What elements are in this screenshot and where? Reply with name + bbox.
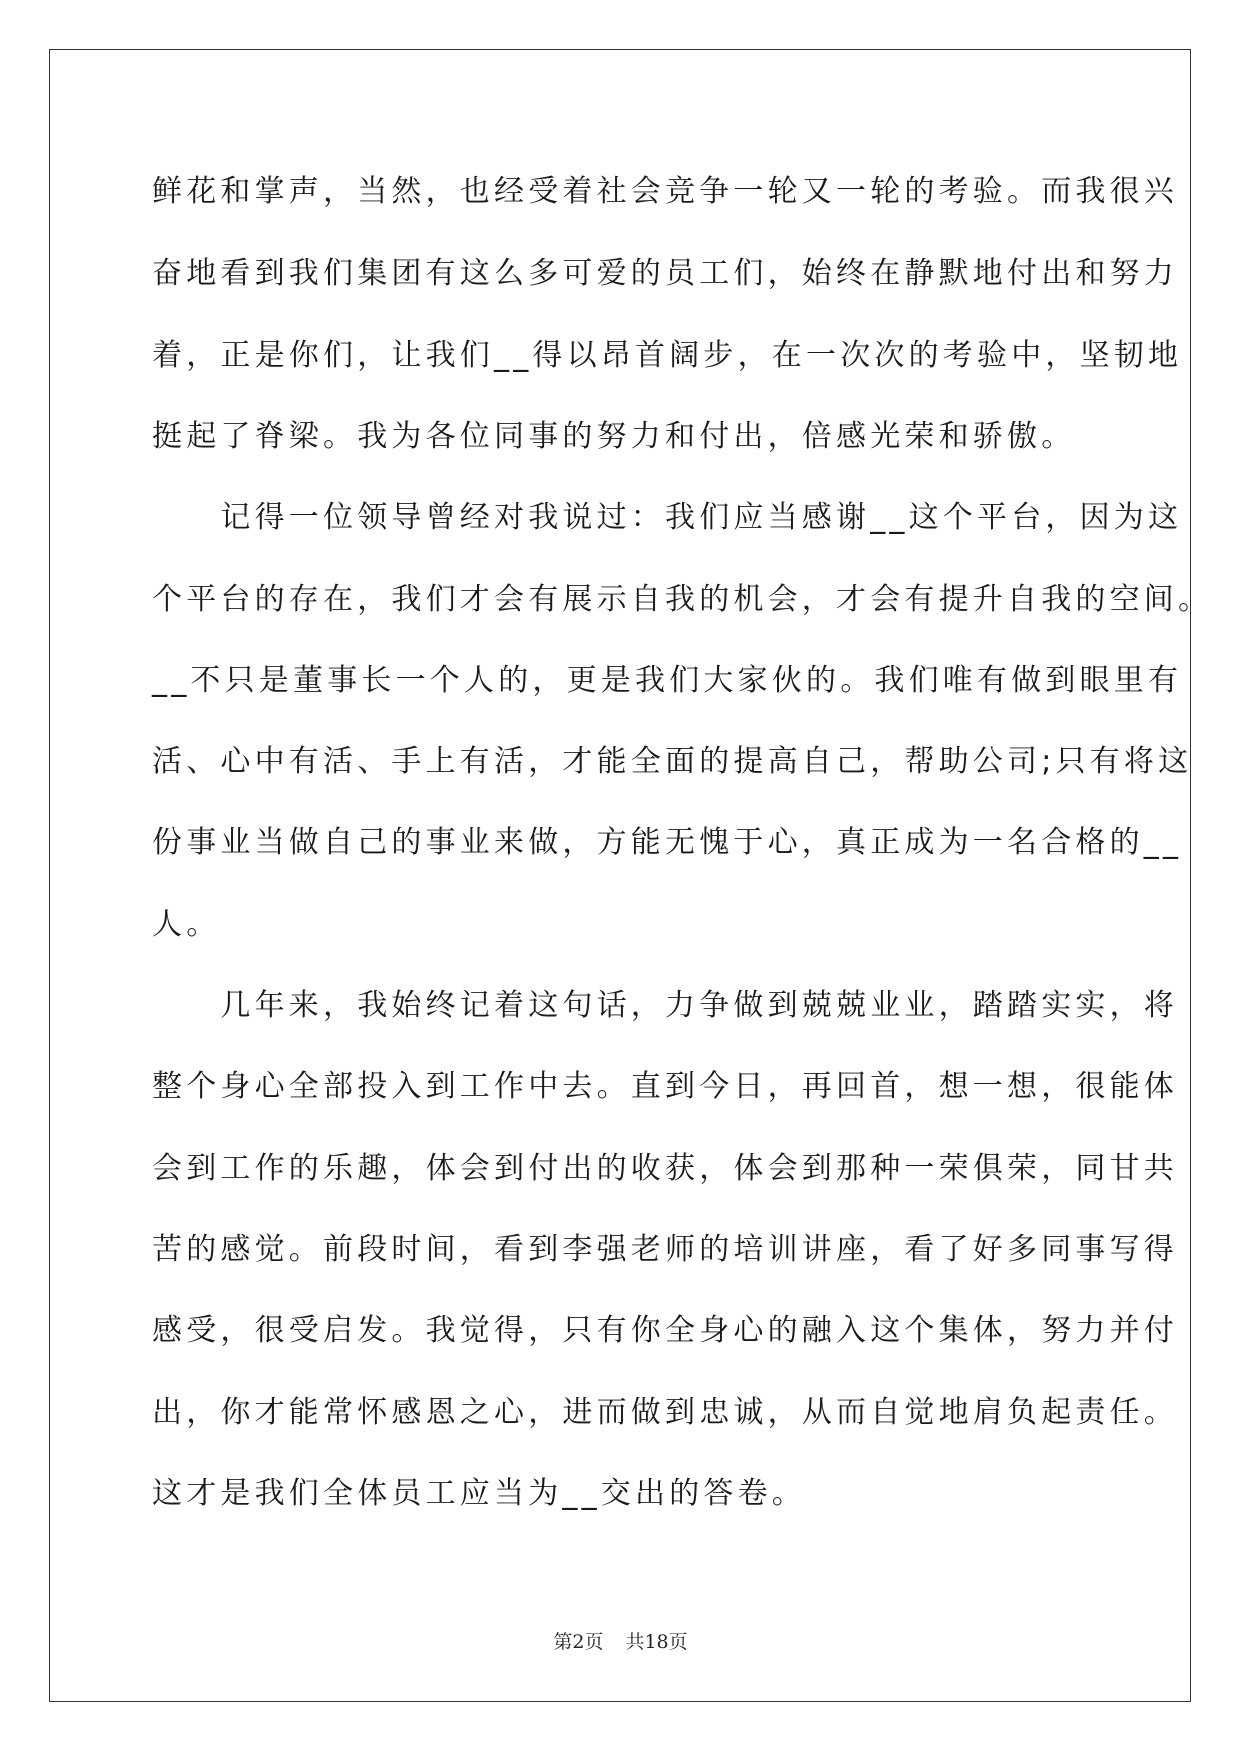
current-page-number: 第2页 [553,1631,604,1653]
text-line: 几年来，我始终记着这句话，力争做到兢兢业业，踏踏实实，将 [152,988,1178,1023]
text-line: 个平台的存在，我们才会有展示自我的机会，才会有提升自我的空间。 [152,582,1213,617]
text-line: __不只是董事长一个人的，更是我们大家伙的。我们唯有做到眼里有 [152,663,1183,698]
text-line: 挺起了脊梁。我为各位同事的努力和付出，倍感光荣和骄傲。 [152,419,1076,454]
text-line: 出，你才能常怀感恩之心，进而做到忠诚，从而自觉地肩负起责任。 [152,1395,1178,1430]
text-line: 人。 [152,907,221,942]
text-line: 感受，很受启发。我觉得，只有你全身心的融入这个集体，努力并付 [152,1313,1178,1348]
text-line: 份事业当做自己的事业来做，方能无愧于心，真正成为一名合格的__ [152,825,1183,860]
total-page-count: 共18页 [625,1631,688,1653]
text-line: 着，正是你们，让我们__得以昂首阔步，在一次次的考验中，坚韧地 [152,338,1183,373]
text-line: 活、心中有活、手上有活，才能全面的提高自己，帮助公司;只有将这 [152,744,1193,779]
page-border [49,49,1191,1702]
text-line: 记得一位领导曾经对我说过：我们应当感谢__这个平台，因为这 [152,500,1183,535]
text-line: 苦的感觉。前段时间，看到李强老师的培训讲座，看了好多同事写得 [152,1232,1178,1267]
text-line: 这才是我们全体员工应当为__交出的答卷。 [152,1476,806,1511]
text-line: 鲜花和掌声，当然，也经受着社会竞争一轮又一轮的考验。而我很兴 [152,174,1178,209]
text-line: 会到工作的乐趣，体会到付出的收获，体会到那种一荣俱荣，同甘共 [152,1151,1178,1186]
text-line: 奋地看到我们集团有这么多可爱的员工们，始终在静默地付出和努力 [152,256,1178,291]
text-line: 整个身心全部投入到工作中去。直到今日，再回首，想一想，很能体 [152,1069,1178,1104]
page-footer [0,1630,1241,1654]
